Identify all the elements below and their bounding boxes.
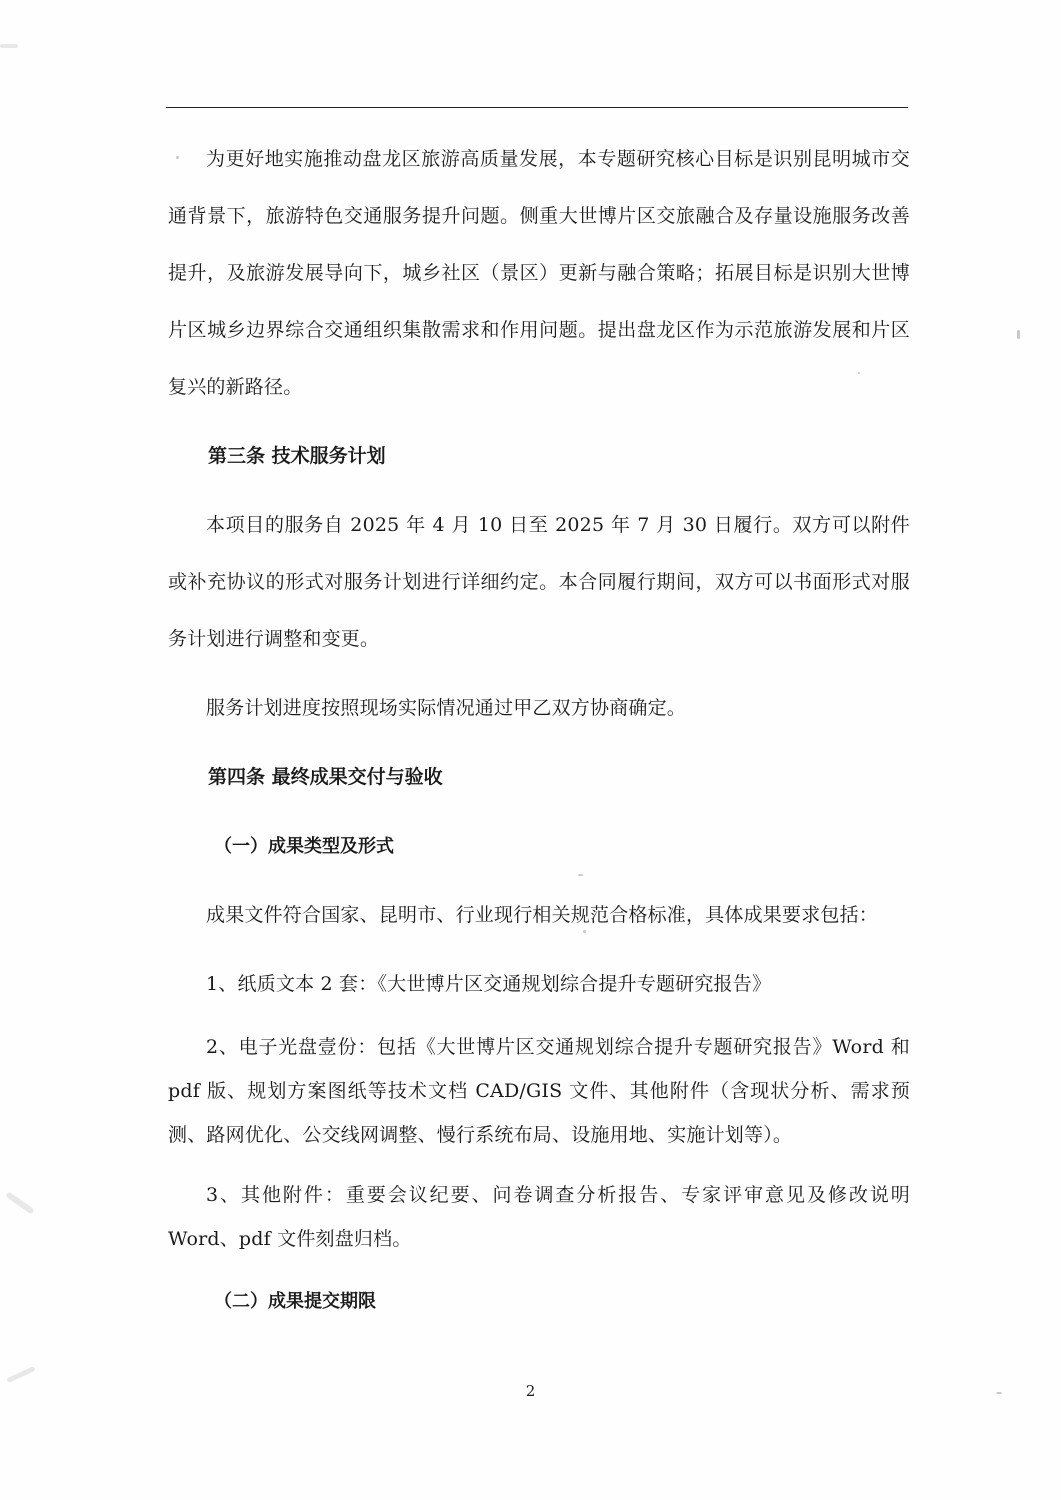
scan-smudge <box>6 1366 35 1383</box>
scan-speck <box>996 1392 1002 1394</box>
section1-heading: （一）成果类型及形式 <box>214 836 394 857</box>
article3-paragraph-2: 服务计划进度按照现场实际情况通过甲乙双方协商确定。 <box>206 697 687 719</box>
scan-speck <box>176 156 179 159</box>
section1-intro: 成果文件符合国家、昆明市、行业现行相关规范合格标准，具体成果要求包括： <box>206 904 879 926</box>
article4-heading: 第四条 最终成果交付与验收 <box>208 766 443 788</box>
list-item-2: 2、电子光盘壹份：包括《大世博片区交通规划综合提升专题研究报告》Word 和 pdf 版、规划方案图纸等技术文档 CAD/GIS 文件、其他附件（含现状分析、需求预测、路网优化、公交线网调整、慢行系统布局、设施用地、实施计划等）。 <box>168 1036 910 1146</box>
page-number: 2 <box>525 1382 536 1400</box>
header-rule <box>166 107 908 108</box>
list-item-1: 1、纸质文本 2 套：《大世博片区交通规划综合提升专题研究报告》 <box>206 973 772 995</box>
scan-speck <box>858 372 860 374</box>
article3-heading: 第三条 技术服务计划 <box>208 445 386 467</box>
scan-smudge <box>5 1191 35 1214</box>
intro-paragraph: 为更好地实施推动盘龙区旅游高质量发展，本专题研究核心目标是识别昆明城市交通背景下，旅游特色交通服务提升问题。侧重大世博片区交旅融合及存量设施服务改善提升，及旅游发展导向下，城乡社区（景区）更新与融合策略；拓展目标是识别大世博片区城乡边界综合交通组织集散需求和作用问题。提出盘龙区作为示范旅游发展和片区复兴的新路径。 <box>168 148 910 398</box>
section2-heading: （二）成果提交期限 <box>214 1291 376 1312</box>
list-item-3: 3、其他附件：重要会议纪要、问卷调查分析报告、专家评审意见及修改说明 Word、pdf 文件刻盘归档。 <box>168 1184 910 1250</box>
scan-speck <box>1017 330 1020 339</box>
scan-smudge <box>0 44 18 48</box>
scan-speck <box>578 874 583 876</box>
document-body <box>168 131 910 1330</box>
scan-speck <box>583 930 586 933</box>
article3-paragraph-1: 本项目的服务自 2025 年 4 月 10 日至 2025 年 7 月 30 日履行。双方可以附件或补充协议的形式对服务计划进行详细约定。本合同履行期间，双方可以书面形式对服务计划进行调整和变更。 <box>168 514 910 650</box>
